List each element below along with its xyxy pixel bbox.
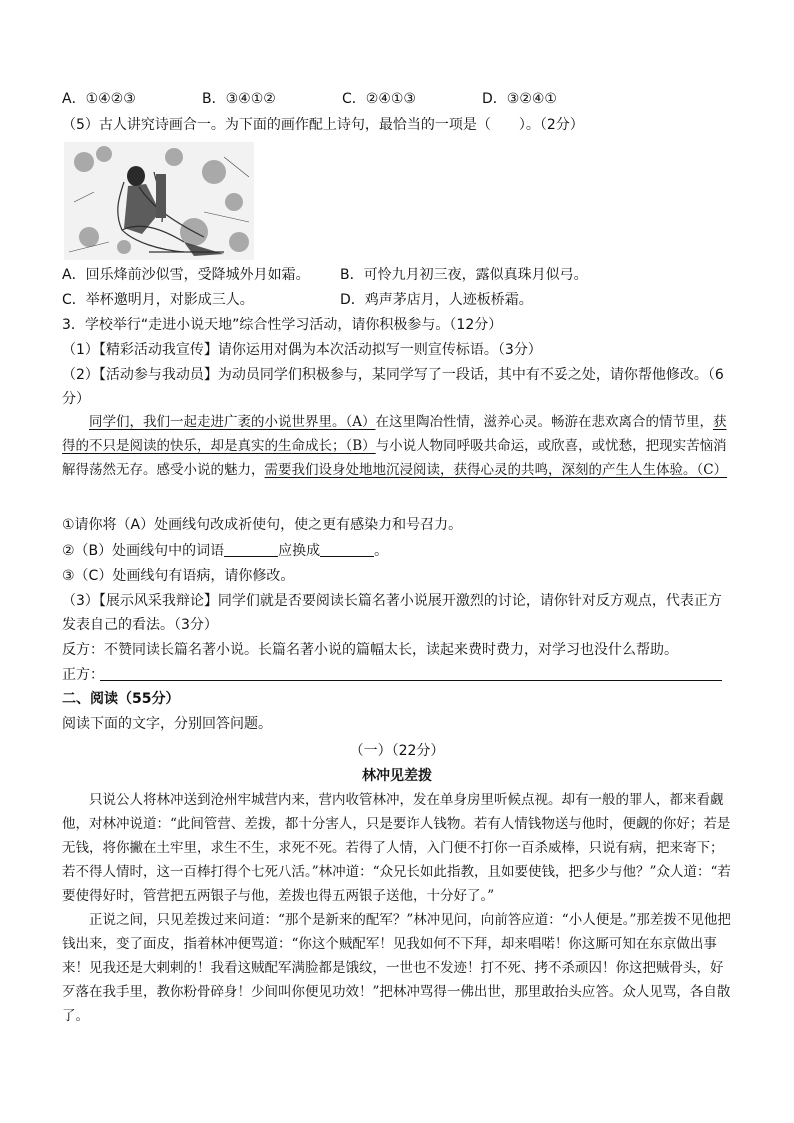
q3-stem: 3．学校举行“走进小说天地”综合性学习活动，请你积极参与。（12分） — [62, 317, 503, 333]
q4-options — [62, 90, 622, 108]
q3-sub2-line2: 分） — [62, 391, 90, 407]
q5-stem: （5）古人讲究诗画合一。为下面的画作配上诗句，最恰当的一项是（ ）。（2分） — [62, 117, 584, 133]
task2-prefix: ②（B）处画线句中的词语 — [62, 543, 225, 559]
pro-answer-line[interactable] — [100, 680, 722, 681]
passage-text-2: 与小说人物同呼吸共命运，或欣喜，或忧愁，把现实苦恼消解得荡然无存。感受小说的魅力， — [62, 438, 727, 478]
q3-sub1: （1）【精彩活动我宣传】请你运用对偶为本次活动拟写一则宣传标语。（3分） — [62, 342, 542, 358]
q5-option-d[interactable]: D．鸡声茅店月，人迹板桥霜。 — [340, 292, 533, 308]
q3-passage — [62, 410, 732, 482]
task2-suffix: 。 — [374, 543, 389, 559]
passage-underline-b: 获得的不只是阅读的快乐，却是真实的生命成长；（B） — [62, 414, 727, 454]
q5-option-a[interactable]: A．回乐烽前沙似雪，受降城外月如霜。 — [62, 267, 310, 283]
q4-option-b[interactable]: B．③④①② — [202, 91, 276, 107]
q5-options-row2 — [62, 291, 533, 309]
q3-sub3-line1: （3）【展示风采我辩论】同学们就是否要阅读长篇名著小说展开激烈的讨论，请你针对反方观点，代表正方 — [62, 593, 722, 609]
q3-con-view: 反方：不赞同读长篇名著小说。长篇名著小说的篇幅太长，读起来费时费力，对学习也没什么帮助。 — [62, 642, 678, 658]
task2-blank-2[interactable] — [320, 542, 374, 557]
q4-option-a[interactable]: A．①④②③ — [62, 91, 136, 107]
passage-text-1: 在这里陶冶性情，滋养心灵。畅游在悲欢离合的情节里， — [375, 414, 713, 430]
q4-option-c[interactable]: C．②④①③ — [342, 91, 416, 107]
q3-task1: ①请你将（A）处画线句改成祈使句，使之更有感染力和号召力。 — [62, 517, 463, 533]
reading-title: 林冲见差拨 — [362, 768, 432, 784]
section2-instruction: 阅读下面的文字，分别回答问题。 — [62, 716, 272, 732]
q4-option-d[interactable]: D．③②④① — [482, 91, 557, 107]
q5-options-row1 — [62, 266, 588, 284]
reading-paragraph-2: 正说之间，只见差拨过来问道：“那个是新来的配军？”林冲见问，向前答应道：“小人便是。”那差拨不见他把钱出来，变了面皮，指着林冲便骂道：“你这个贼配军！见我如何不下拜，却来唱喏！你这厮可知在东京做出事来！见我还是大剌剌的！我看这贼配军满脸都是饿纹，一世也不发迹！打不死、拷不杀顽囚！你这把贼骨头，好歹落在我手里，教你粉骨碎身！少间叫你便见功效！”把林冲骂得一佛出世，那里敢抬头应答。众人见骂，各自散了。 — [62, 912, 731, 1024]
q3-task3: ③（C）处画线句有语病，请你修改。 — [62, 568, 295, 584]
passage-underline-a: 同学们，我们一起走进广袤的小说世界里。（A） — [89, 414, 376, 430]
passage-underline-c: 需要我们设身处地地沉浸阅读，获得心灵的共鸣，深刻的产生人生体验。（C） — [264, 462, 728, 478]
task2-blank-1[interactable] — [224, 542, 278, 557]
reading-paragraph-1: 只说公人将林冲送到沧州牢城营内来，营内收管林冲，发在单身房里听候点视。却有一般的罪人，都来看觑他，对林冲说道：“此间管营、差拨，都十分害人，只是要诈人钱物。若有人情钱物送与他时，便觑的你好；若是无钱，将你撇在土牢里，求生不生，求死不死。若得了人情，入门便不打你一百杀威棒，只说有病，把来寄下；若不得人情时，这一百棒打得个七死八活。”林冲道：“众兄长如此指教，且如要使钱，把多少与他？”众人道：“若要使得好时，管营把五两银子与他，差拨也得五两银子送他，十分好了。” — [62, 792, 731, 904]
section2-heading: 二、阅读（55分） — [62, 691, 180, 707]
q3-pro-label: 正方： — [62, 667, 104, 683]
reading-part1-label: （一）（22分） — [349, 743, 445, 759]
q5-option-b[interactable]: B．可怜九月初三夜，露似真珠月似弓。 — [340, 267, 588, 283]
q3-task2 — [62, 542, 388, 560]
q5-option-c[interactable]: C．举杯邀明月，对影成三人。 — [62, 292, 254, 308]
task2-middle: 应换成 — [278, 543, 321, 559]
q3-sub2-line1: （2）【活动参与我动员】为动员同学们积极参与，某同学写了一段话，其中有不妥之处，请你帮他修改。（6 — [62, 367, 724, 383]
scholar-painting-image — [64, 142, 254, 260]
q3-sub3-line2: 发表自己的看法。（3分） — [62, 617, 218, 633]
